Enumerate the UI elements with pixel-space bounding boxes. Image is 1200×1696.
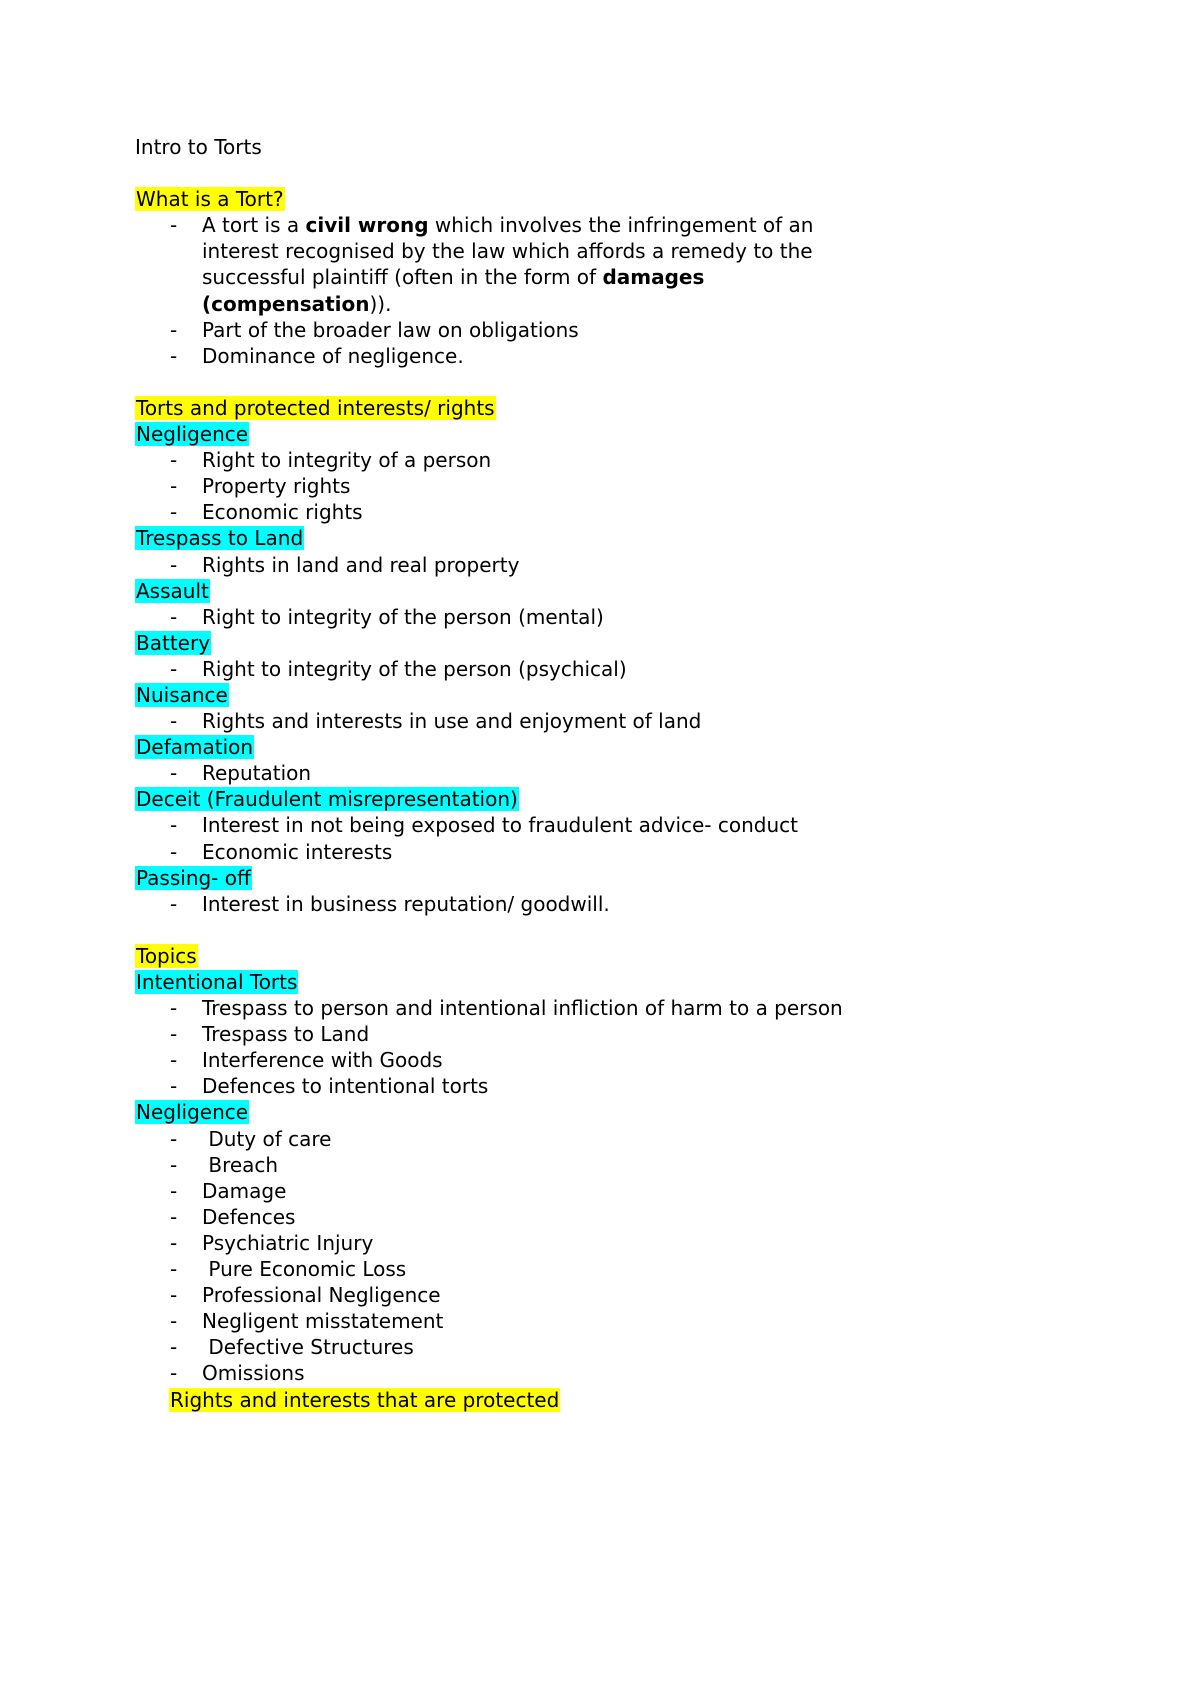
text-run: Duty of care: [202, 1126, 332, 1151]
text-run: Negligent misstatement: [202, 1309, 444, 1334]
bullet-continuation: [135, 238, 1035, 264]
subsection-heading: [135, 525, 1035, 551]
bullet-item: [135, 1178, 1035, 1204]
bullet-item: [135, 708, 1035, 734]
highlighted-heading-text: Negligence: [136, 1100, 249, 1125]
bullet-item: [135, 995, 1035, 1021]
bullet-item: [135, 447, 1035, 473]
highlighted-heading-text: Deceit (Fraudulent misrepresentation): [136, 787, 518, 812]
text-run: which involves the infringement of an: [428, 213, 814, 238]
section-heading: [135, 186, 1035, 212]
text-run: Rights in land and real property: [202, 552, 520, 577]
text-run: Right to integrity of the person (mental): [202, 604, 604, 629]
text-run: Pure Economic Loss: [202, 1257, 407, 1282]
text-run: Defences: [202, 1204, 296, 1229]
subsection-heading: [135, 630, 1035, 656]
text-run: Defective Structures: [202, 1335, 414, 1360]
bullet-dash-icon: -: [170, 1152, 178, 1177]
subsection-heading: [135, 786, 1035, 812]
bullet-item: [135, 317, 1035, 343]
text-run: Trespass to Land: [202, 1022, 370, 1047]
bullet-dash-icon: -: [170, 1335, 178, 1360]
text-run: Damage: [202, 1178, 287, 1203]
bold-text: (compensation: [202, 291, 370, 316]
bullet-dash-icon: -: [170, 1048, 178, 1073]
text-run: Property rights: [202, 474, 351, 499]
bullet-item: [135, 499, 1035, 525]
bullet-dash-icon: -: [170, 474, 178, 499]
bullet-item: [135, 1047, 1035, 1073]
bullet-item: [135, 1308, 1035, 1334]
bullet-item: [135, 1230, 1035, 1256]
section-heading: [135, 1387, 1035, 1413]
bullet-item: [135, 1073, 1035, 1099]
bullet-dash-icon: -: [170, 1309, 178, 1334]
text-run: Professional Negligence: [202, 1283, 441, 1308]
bullet-dash-icon: -: [170, 604, 178, 629]
bullet-item: [135, 1360, 1035, 1386]
bullet-item: [135, 656, 1035, 682]
text-run: Part of the broader law on obligations: [202, 317, 579, 342]
bullet-item: [135, 1282, 1035, 1308]
bullet-item: [135, 604, 1035, 630]
text-run: Rights and interests in use and enjoyment of land: [202, 709, 702, 734]
text-run: )).: [369, 291, 392, 316]
bullet-item: [135, 839, 1035, 865]
highlighted-heading-text: Intentional Torts: [136, 970, 298, 994]
bullet-dash-icon: -: [170, 1257, 178, 1282]
subsection-heading: [135, 421, 1035, 447]
bullet-dash-icon: -: [170, 891, 178, 916]
subsection-heading: [135, 1099, 1035, 1125]
blank-line: [135, 160, 1035, 186]
bullet-item: [135, 1152, 1035, 1178]
text-run: Reputation: [202, 761, 312, 786]
section-heading: [135, 943, 1035, 969]
section-heading: [135, 395, 1035, 421]
bullet-dash-icon: -: [170, 813, 178, 838]
text-run: interest recognised by the law which affords a remedy to the: [202, 239, 813, 264]
highlighted-heading-text: Rights and interests that are protected: [170, 1387, 560, 1412]
highlighted-heading-text: Defamation: [136, 735, 254, 760]
bullet-continuation: [135, 264, 1035, 290]
bullet-item: [135, 1256, 1035, 1282]
text-run: Omissions: [202, 1361, 305, 1386]
text-run: Dominance of negligence.: [202, 343, 464, 368]
highlighted-heading-text: Passing- off: [136, 865, 251, 890]
bullet-item: [135, 552, 1035, 578]
bullet-dash-icon: -: [170, 317, 178, 342]
text-run: Breach: [202, 1152, 279, 1177]
bullet-continuation: [135, 291, 1035, 317]
highlighted-heading-text: Torts and protected interests/ rights: [136, 395, 495, 420]
bullet-item: [135, 1334, 1035, 1360]
highlighted-heading-text: Assault: [136, 578, 209, 603]
bullet-dash-icon: -: [170, 1230, 178, 1255]
document-page: [135, 134, 1035, 1413]
subsection-heading: [135, 578, 1035, 604]
blank-line: [135, 917, 1035, 943]
highlighted-heading-text: Battery: [136, 630, 211, 655]
bullet-dash-icon: -: [170, 1022, 178, 1047]
text-run: Psychiatric Injury: [202, 1230, 374, 1255]
bullet-dash-icon: -: [170, 500, 178, 525]
text-run: Defences to intentional torts: [202, 1074, 489, 1099]
highlighted-heading-text: Topics: [136, 943, 197, 968]
bullet-item: [135, 343, 1035, 369]
bullet-dash-icon: -: [170, 1204, 178, 1229]
bullet-dash-icon: -: [170, 213, 178, 238]
text-run: Interest in not being exposed to fraudulent advice- conduct: [202, 813, 798, 838]
bullet-item: [135, 212, 1035, 238]
bullet-item: [135, 891, 1035, 917]
bullet-item: [135, 1126, 1035, 1152]
bullet-dash-icon: -: [170, 1074, 178, 1099]
bullet-dash-icon: -: [170, 996, 178, 1021]
bullet-item: [135, 473, 1035, 499]
highlighted-heading-text: What is a Tort?: [136, 187, 284, 212]
highlighted-heading-text: Trespass to Land: [136, 526, 304, 551]
bullet-dash-icon: -: [170, 1361, 178, 1386]
text-run: Right to integrity of a person: [202, 448, 492, 473]
bullet-dash-icon: -: [170, 448, 178, 473]
subsection-heading: [135, 734, 1035, 760]
bullet-item: [135, 1204, 1035, 1230]
highlighted-heading-text: Nuisance: [136, 682, 228, 707]
blank-line: [135, 369, 1035, 395]
bullet-item: [135, 760, 1035, 786]
document-title: Intro to Torts: [135, 135, 262, 159]
bullet-dash-icon: -: [170, 552, 178, 577]
text-run: A tort is a: [202, 213, 306, 238]
bullet-dash-icon: -: [170, 761, 178, 786]
subsection-heading: [135, 969, 1035, 995]
bullet-dash-icon: -: [170, 839, 178, 864]
text-run: Interference with Goods: [202, 1048, 443, 1073]
document-body: [135, 160, 1035, 1413]
bullet-dash-icon: -: [170, 709, 178, 734]
bullet-dash-icon: -: [170, 1178, 178, 1203]
text-run: Economic interests: [202, 839, 393, 864]
bullet-dash-icon: -: [170, 343, 178, 368]
text-run: Right to integrity of the person (psychical): [202, 656, 627, 681]
highlighted-heading-text: Negligence: [136, 422, 249, 447]
bullet-dash-icon: -: [170, 1126, 178, 1151]
bullet-dash-icon: -: [170, 656, 178, 681]
text-run: successful plaintiff (often in the form of: [202, 265, 603, 290]
bullet-item: [135, 1021, 1035, 1047]
bullet-item: [135, 812, 1035, 838]
text-run: Trespass to person and intentional infliction of harm to a person: [202, 996, 843, 1021]
bold-text: damages: [602, 265, 705, 290]
text-run: Interest in business reputation/ goodwill.: [202, 891, 610, 916]
subsection-heading: [135, 865, 1035, 891]
text-run: Economic rights: [202, 500, 363, 525]
bullet-dash-icon: -: [170, 1283, 178, 1308]
bold-text: civil wrong: [305, 213, 429, 238]
subsection-heading: [135, 682, 1035, 708]
